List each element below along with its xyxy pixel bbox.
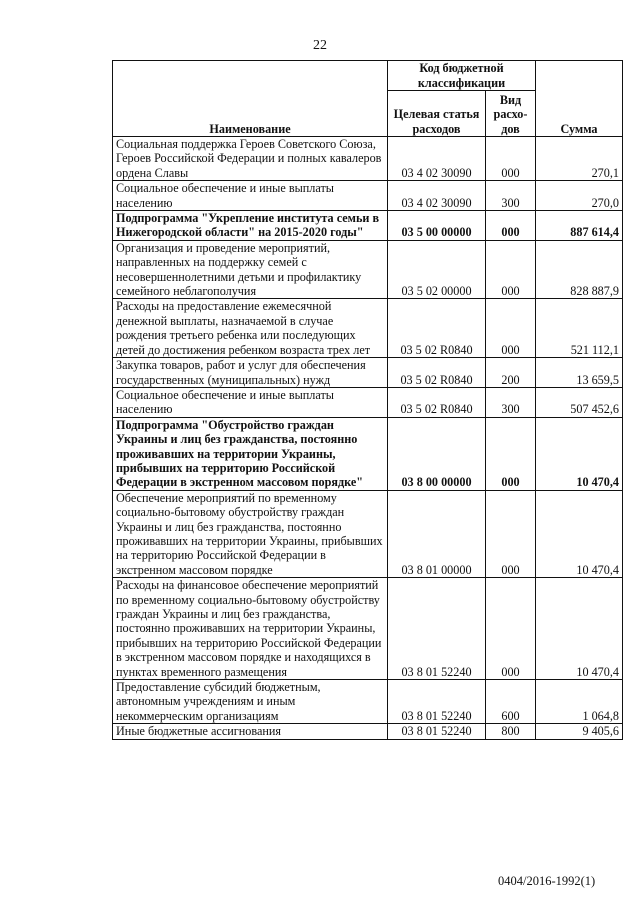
row-name-cell: Социальное обеспечение и иные выплаты населению <box>113 181 388 211</box>
row-code-cell: 03 8 01 52240 <box>388 724 486 739</box>
header-target-article: Целевая статья расходов <box>388 91 486 137</box>
row-sum-cell: 1 064,8 <box>536 680 623 724</box>
row-sum-cell: 507 452,6 <box>536 387 623 417</box>
row-code-cell: 03 5 02 R0840 <box>388 358 486 388</box>
row-name-cell: Предоставление субсидий бюджетным, автономным учреждениям и иным некоммерческим организациям <box>113 680 388 724</box>
page-number: 22 <box>313 38 327 53</box>
row-expense-type-cell: 300 <box>486 387 536 417</box>
row-code-cell: 03 5 02 R0840 <box>388 299 486 358</box>
row-code-cell: 03 8 01 52240 <box>388 578 486 680</box>
row-name-cell: Расходы на финансовое обеспечение мероприятий по временному социально-бытовому обустройству граждан Украины и лиц без гражданства, постоянно проживавших на территории Украины, прибывших на территорию Российской Федерации в экстренном массовом порядке и находящихся в пунктах временного размещения <box>113 578 388 680</box>
table-row <box>113 578 623 680</box>
header-code-group: Код бюджетной классификации <box>388 61 536 91</box>
table-row <box>113 358 623 388</box>
row-expense-type-cell: 000 <box>486 578 536 680</box>
table-row <box>113 137 623 181</box>
row-sum-cell: 270,1 <box>536 137 623 181</box>
row-sum-cell: 9 405,6 <box>536 724 623 739</box>
row-code-cell: 03 8 01 00000 <box>388 490 486 577</box>
row-expense-type-cell: 000 <box>486 490 536 577</box>
row-name-cell: Социальная поддержка Героев Советского Союза, Героев Российской Федерации и полных кавалеров ордена Славы <box>113 137 388 181</box>
row-expense-type-cell: 000 <box>486 137 536 181</box>
row-name-cell: Обеспечение мероприятий по временному социально-бытовому обустройству граждан Украины и лиц без гражданства, постоянно проживавших на территории Украины, прибывших на территорию Российской Федерации в экстренном массовом порядке <box>113 490 388 577</box>
row-name-cell: Иные бюджетные ассигнования <box>113 724 388 739</box>
table-row <box>113 417 623 490</box>
row-expense-type-cell: 000 <box>486 211 536 241</box>
row-code-cell: 03 5 02 00000 <box>388 240 486 299</box>
table-row <box>113 181 623 211</box>
budget-table <box>112 60 623 740</box>
row-expense-type-cell: 000 <box>486 417 536 490</box>
table-row <box>113 240 623 299</box>
row-expense-type-cell: 800 <box>486 724 536 739</box>
row-name-cell: Организация и проведение мероприятий, направленных на поддержку семей с несовершеннолетними детьми и профилактику семейного неблагополучия <box>113 240 388 299</box>
row-expense-type-cell: 000 <box>486 240 536 299</box>
row-name-cell: Подпрограмма "Обустройство граждан Украины и лиц без гражданства, постоянно проживавших на территории Украины, прибывших на территорию Российской Федерации в экстренном массовом порядке" <box>113 417 388 490</box>
table-row <box>113 387 623 417</box>
table-row <box>113 490 623 577</box>
row-sum-cell: 10 470,4 <box>536 578 623 680</box>
row-name-cell: Закупка товаров, работ и услуг для обеспечения государственных (муниципальных) нужд <box>113 358 388 388</box>
row-code-cell: 03 8 00 00000 <box>388 417 486 490</box>
header-sum: Сумма <box>536 61 623 137</box>
row-name-cell: Расходы на предоставление ежемесячной денежной выплаты, назначаемой в случае рождения третьего ребенка или последующих детей до достижения ребенком возраста трех лет <box>113 299 388 358</box>
row-code-cell: 03 5 00 00000 <box>388 211 486 241</box>
row-sum-cell: 270,0 <box>536 181 623 211</box>
table-row <box>113 724 623 739</box>
table-body <box>113 137 623 740</box>
header-expense-type: Вид расхо-дов <box>486 91 536 137</box>
row-code-cell: 03 8 01 52240 <box>388 680 486 724</box>
row-sum-cell: 10 470,4 <box>536 417 623 490</box>
row-sum-cell: 13 659,5 <box>536 358 623 388</box>
row-name-cell: Подпрограмма "Укрепление института семьи в Нижегородской области" на 2015-2020 годы" <box>113 211 388 241</box>
row-code-cell: 03 4 02 30090 <box>388 137 486 181</box>
row-sum-cell: 828 887,9 <box>536 240 623 299</box>
row-code-cell: 03 4 02 30090 <box>388 181 486 211</box>
row-expense-type-cell: 000 <box>486 299 536 358</box>
row-expense-type-cell: 200 <box>486 358 536 388</box>
header-name: Наименование <box>113 61 388 137</box>
table-row <box>113 299 623 358</box>
table-row <box>113 680 623 724</box>
document-reference: 0404/2016-1992(1) <box>498 874 596 888</box>
row-sum-cell: 10 470,4 <box>536 490 623 577</box>
row-expense-type-cell: 600 <box>486 680 536 724</box>
table-row <box>113 211 623 241</box>
row-expense-type-cell: 300 <box>486 181 536 211</box>
row-code-cell: 03 5 02 R0840 <box>388 387 486 417</box>
row-sum-cell: 521 112,1 <box>536 299 623 358</box>
row-sum-cell: 887 614,4 <box>536 211 623 241</box>
row-name-cell: Социальное обеспечение и иные выплаты населению <box>113 387 388 417</box>
